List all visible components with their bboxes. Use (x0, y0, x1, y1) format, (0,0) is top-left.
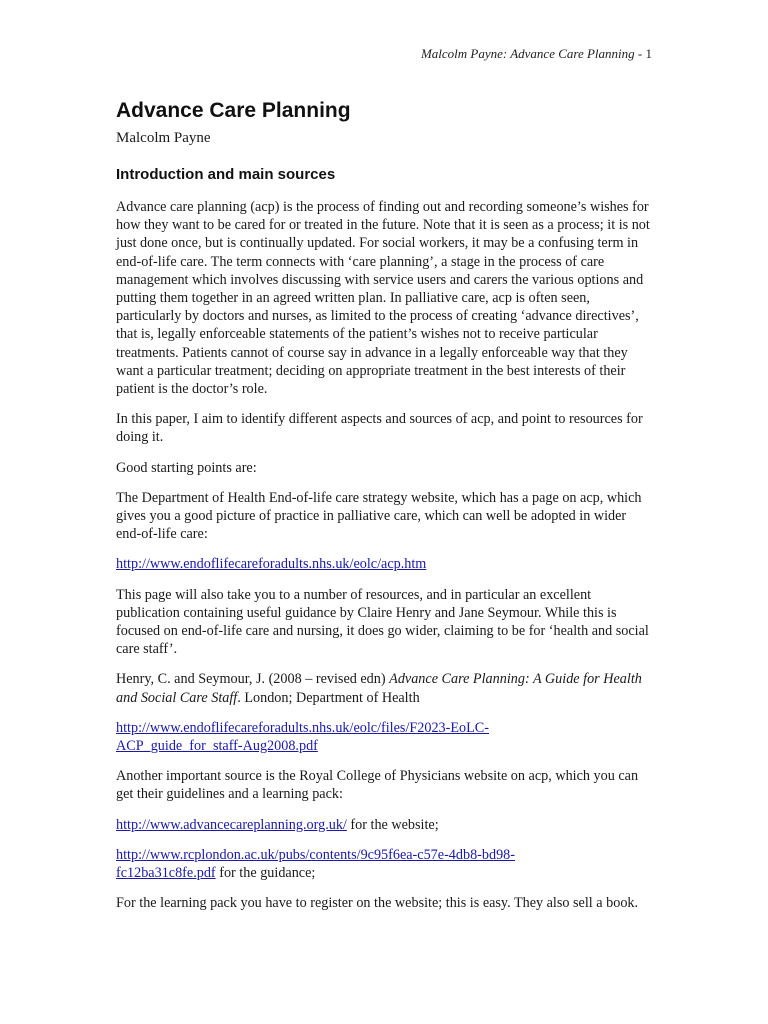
link-paragraph-pdf-guide (116, 719, 652, 755)
document-author: Malcolm Payne (116, 130, 211, 146)
link-rcplondon-line2[interactable]: fc12ba31c8fe.pdf (116, 865, 216, 882)
link-acp-htm[interactable]: http://www.endoflifecareforadults.nhs.uk/eolc/acp.htm (116, 556, 427, 573)
document-body (116, 96, 652, 913)
link-rcp-suffix: for the guidance; (215, 865, 316, 882)
page-number: 1 (645, 46, 652, 61)
link-advancecareplanning[interactable]: http://www.advancecareplanning.org.uk/ (116, 816, 347, 833)
citation-publisher: . London; Department of Health (237, 689, 420, 706)
link-acp-org-suffix: for the website; (346, 816, 439, 833)
running-header-title: Malcolm Payne: Advance Care Planning - (420, 46, 643, 61)
paragraph-intro: Advance care planning (acp) is the process of finding out and recording someone’s wishes for how they want to be cared for or treated in the future. Note that it is seen as a process; it is not just done once, but is continually updated. For social workers, it may be a confusing term in end-of-life care. The term connects with ‘care planning’, a stage in the process of care management which involves discussing with service users and carers the various options and putting them together in an agreed written plan. In palliative care, acp is often seen, particularly by doctors and nurses, as limited to the process of creating ‘advance directives’, that is, legally enforceable statements of the patient’s wishes not to receive particular treatments. Patients cannot of course say in advance in a legally enforceable way that they want a particular treatment; deciding on appropriate treatment in the best interests of their patient is the doctor’s role. (116, 199, 650, 398)
link-paragraph-rcp (116, 846, 652, 882)
section-heading: Introduction and main sources (116, 166, 336, 183)
citation-henry-seymour (116, 670, 652, 706)
link-pdf-guide-line2[interactable]: ACP_guide_for_staff-Aug2008.pdf (116, 738, 318, 755)
link-paragraph-acp-htm (116, 555, 652, 573)
paragraph-rcp: Another important source is the Royal College of Physicians website on acp, which you can get their guidelines and a learning pack: (116, 768, 639, 803)
citation-authors: Henry, C. and Seymour, J. (2008 – revised edn) (116, 671, 390, 688)
paragraph-learning-pack: For the learning pack you have to register on the website; this is easy. They also sell a book. (116, 895, 639, 912)
paragraph-starting-points: Good starting points are: (116, 459, 257, 476)
paragraph-resources: This page will also take you to a number of resources, and in particular an excellent publication containing useful guidance by Claire Henry and Jane Seymour. While this is focused on end-of-life care and nursing, it does go wider, claiming to be for ‘health and social care staff’. (116, 586, 649, 658)
link-rcplondon-line1[interactable]: http://www.rcplondon.ac.uk/pubs/contents/9c95f6ea-c57e-4db8-bd98- (116, 846, 515, 863)
paragraph-doh-website: The Department of Health End-of-life care strategy website, which has a page on acp, which gives you a good picture of practice in palliative care, which can well be adopted in wider end-of-life care: (116, 489, 642, 543)
paragraph-aim: In this paper, I aim to identify different aspects and sources of acp, and point to resources for doing it. (116, 411, 643, 446)
running-header (421, 46, 652, 62)
document-title: Advance Care Planning (116, 99, 351, 122)
link-pdf-guide-line1[interactable]: http://www.endoflifecareforadults.nhs.uk/eolc/files/F2023-EoLC- (116, 719, 489, 736)
link-paragraph-acp-org (116, 816, 652, 834)
citation-title: Advance Care Planning: A Guide for Health and Social Care Staff (116, 671, 642, 706)
